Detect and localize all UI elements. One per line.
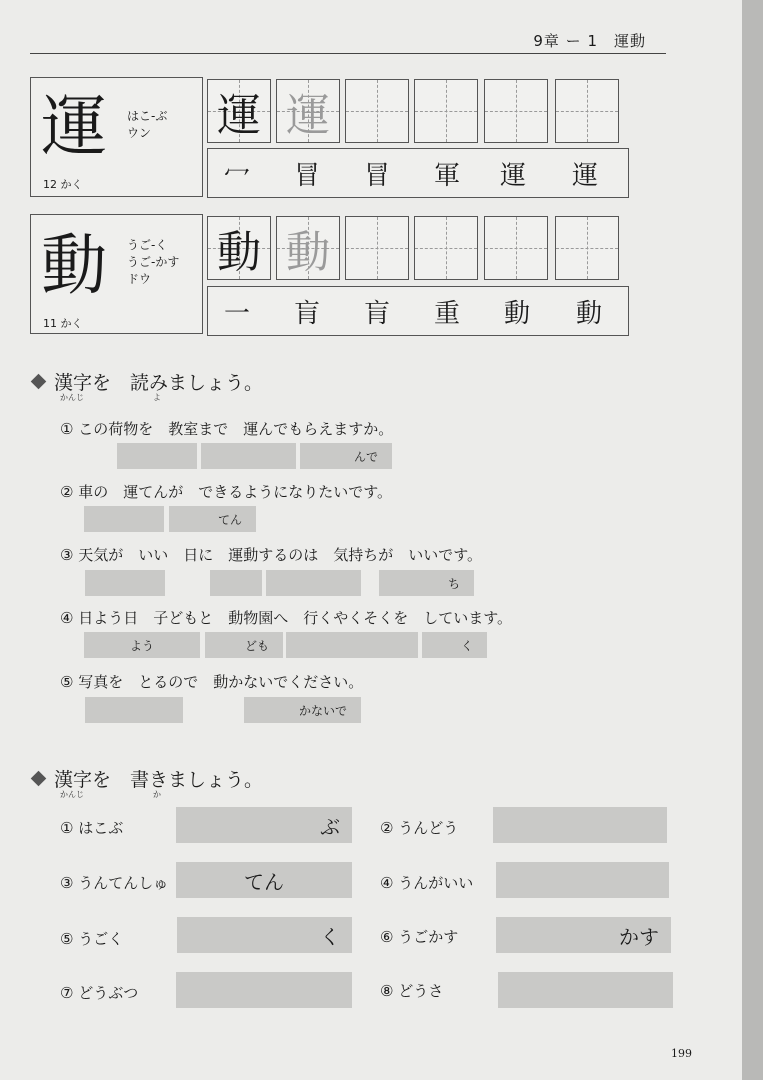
answer-blank[interactable]: よう (84, 632, 200, 658)
write-item-label: ⑤ うごく (60, 930, 124, 948)
stroke-step: 冒 (294, 161, 321, 191)
stroke-step: 重 (434, 299, 461, 329)
furigana: か (153, 790, 161, 799)
reading-sentence: ⑤ 写真を とるので 動かないでください。 (60, 673, 364, 691)
stroke-step: 肓 (364, 299, 391, 329)
answer-blank[interactable] (286, 632, 418, 658)
read-section-title: 漢字を 読みましょう。 (33, 368, 263, 395)
reading-sentence: ③ 天気が いい 日に 運動するのは 気持ちが いいです。 (60, 546, 483, 564)
write-item-label: ① はこぶ (60, 819, 124, 837)
practice-cell-model: 動 (207, 216, 271, 280)
reading-sentence: ① この荷物を 教室まで 運んでもらえますか。 (60, 420, 394, 438)
write-answer-box[interactable]: く (177, 917, 352, 953)
write-answer-box[interactable]: かす (496, 917, 671, 953)
kanji-reading: うご-く うご-かす ドウ (127, 238, 180, 286)
answer-blank[interactable]: かないで (244, 697, 361, 723)
answer-blank[interactable] (201, 443, 296, 469)
answer-blank[interactable]: んで (300, 443, 392, 469)
practice-cell[interactable] (345, 79, 409, 143)
write-answer-box[interactable]: てん (176, 862, 352, 898)
kanji-card-dou (30, 214, 203, 334)
practice-cell-trace[interactable]: 動 (276, 216, 340, 280)
header-rule (30, 53, 666, 54)
practice-cell[interactable] (484, 216, 548, 280)
stroke-step: 運 (500, 161, 527, 191)
furigana: かんじ (60, 393, 84, 402)
furigana: かんじ (60, 790, 84, 799)
practice-cell[interactable] (414, 79, 478, 143)
write-answer-box[interactable] (176, 972, 352, 1008)
diamond-icon (31, 771, 47, 787)
kanji-reading: はこ-ぶ ウン (127, 109, 168, 140)
stroke-step: 肓 (294, 299, 321, 329)
page-edge (742, 0, 763, 1080)
answer-blank[interactable]: ち (379, 570, 474, 596)
stroke-count: 12 かく (43, 178, 83, 191)
practice-cell[interactable] (345, 216, 409, 280)
answer-blank[interactable]: く (422, 632, 487, 658)
practice-cell-model: 運 (207, 79, 271, 143)
write-answer-box[interactable]: ぶ (176, 807, 352, 843)
stroke-step: 動 (504, 299, 531, 329)
stroke-step: 運 (572, 161, 599, 191)
write-item-label: ⑥ うごかす (380, 928, 459, 946)
write-answer-box[interactable] (498, 972, 673, 1008)
answer-blank[interactable] (210, 570, 262, 596)
write-item-label: ⑧ どうさ (380, 982, 444, 1000)
write-item-label: ② うんどう (380, 819, 459, 837)
kanji-glyph: 動 (41, 227, 107, 304)
write-item-label: ⑦ どうぶつ (60, 984, 139, 1002)
write-item-label: ③ うんてんしゅ (60, 874, 169, 892)
answer-blank[interactable] (85, 697, 183, 723)
stroke-step: 冒 (364, 161, 391, 191)
furigana: よ (153, 393, 161, 402)
write-answer-box[interactable] (496, 862, 669, 898)
reading-sentence: ④ 日よう日 子どもと 動物園へ 行くやくそくを しています。 (60, 609, 513, 627)
answer-blank[interactable]: ども (205, 632, 283, 658)
write-item-label: ④ うんがいい (380, 874, 474, 892)
write-section-title: 漢字を 書きましょう。 (33, 765, 263, 792)
answer-blank[interactable]: てん (169, 506, 256, 532)
practice-cell[interactable] (555, 216, 619, 280)
answer-blank[interactable] (85, 570, 165, 596)
stroke-order-row (207, 286, 629, 336)
reading-sentence: ② 車の 運てんが できるようになりたいです。 (60, 483, 393, 501)
stroke-step: 動 (576, 299, 603, 329)
practice-cell-trace[interactable]: 運 (276, 79, 340, 143)
stroke-count: 11 かく (43, 317, 83, 330)
write-answer-box[interactable] (493, 807, 667, 843)
stroke-order-row (207, 148, 629, 198)
practice-cell[interactable] (555, 79, 619, 143)
answer-blank[interactable] (266, 570, 361, 596)
stroke-step: 一 (224, 299, 251, 329)
page-number: 199 (671, 1047, 692, 1060)
kanji-glyph: 運 (41, 88, 107, 165)
chapter-header: 9章 ー 1 運動 (533, 32, 646, 50)
diamond-icon (31, 374, 47, 390)
practice-cell[interactable] (414, 216, 478, 280)
kanji-card-un (30, 77, 203, 197)
practice-cell[interactable] (484, 79, 548, 143)
stroke-step: 軍 (434, 161, 461, 191)
answer-blank[interactable] (84, 506, 164, 532)
answer-blank[interactable] (117, 443, 197, 469)
stroke-step: 冖 (224, 161, 251, 191)
